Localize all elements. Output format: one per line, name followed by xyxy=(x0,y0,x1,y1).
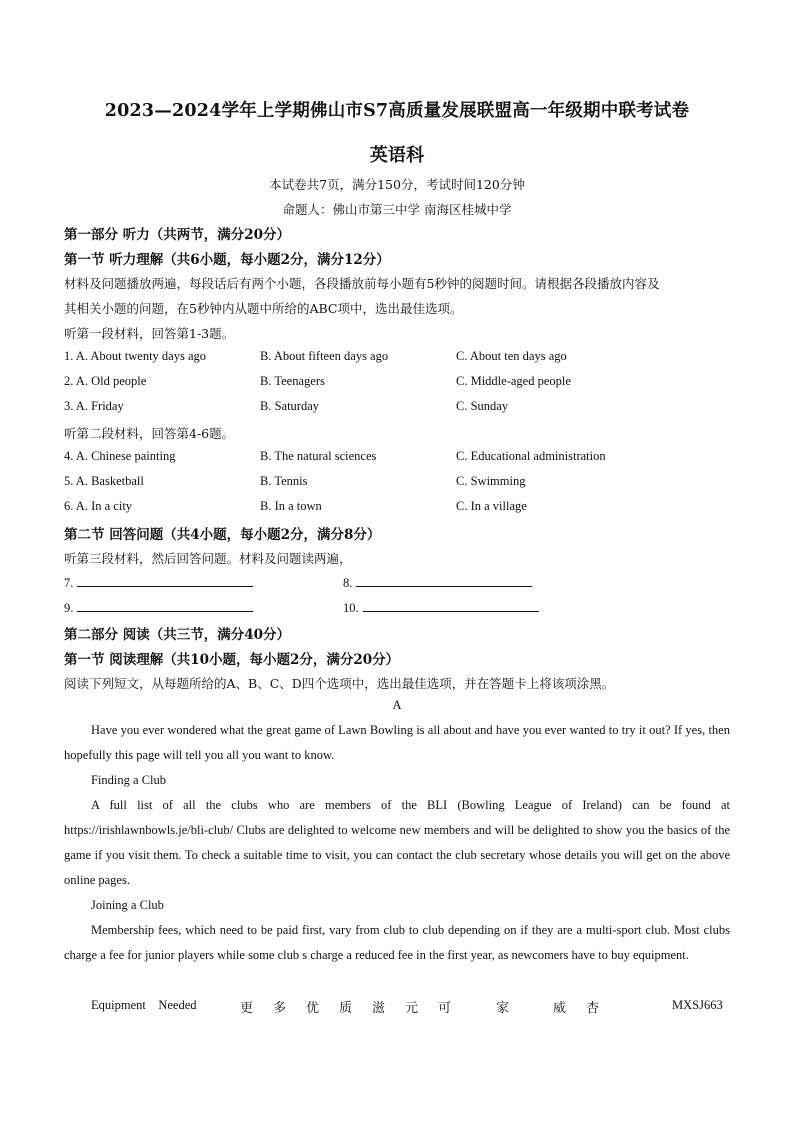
passage2-note: 听第二段材料，回答第4-6题。 xyxy=(64,426,235,441)
exam-title: 2023—2024学年上学期佛山市S7高质量发展联盟高一年级期中联考试卷 xyxy=(104,101,690,121)
answer-blank-10[interactable] xyxy=(343,599,539,616)
heading-finding-club: Finding a Club xyxy=(91,773,167,787)
subject-title: 英语科 xyxy=(369,145,425,166)
answer-blank-9[interactable] xyxy=(64,599,253,616)
q2-option-c: C. Middle-aged people xyxy=(456,374,571,388)
q4-option-a: 4. A. Chinese painting xyxy=(64,449,176,463)
watermark-char: 杏 xyxy=(586,1001,600,1016)
q3-option-a: 3. A. Friday xyxy=(64,399,124,413)
answer-blank-7[interactable] xyxy=(64,574,253,591)
watermark-char: 家 xyxy=(496,1001,510,1016)
q4-option-c: C. Educational administration xyxy=(456,449,606,463)
watermark-char: 威 xyxy=(553,1001,567,1016)
q1-option-b: B. About fifteen days ago xyxy=(260,349,389,363)
listening-section1-heading: 第一节 听力理解（共6小题，每小题2分，满分12分） xyxy=(64,252,390,268)
passage-label: A xyxy=(392,698,402,712)
answer-line xyxy=(77,599,253,612)
watermark-char: 质 xyxy=(339,1001,353,1016)
finding-club-text: A full list of all the clubs who are members of the BLI (Bowling League of Ireland) can be found at https://irishlawnbowls.je/bli-club/ Clubs are delighted to welcome new members and will be delighted to show you the basics of the game if you visit them. To check a suitable time to visit, you can contact the club secretary whose details you will get on the above online pages. xyxy=(64,798,730,887)
reading-instructions: 阅读下列短文，从每题所给的A、B、C、D四个选项中，选出最佳选项，并在答题卡上将该项涂黑。 xyxy=(64,676,615,691)
watermark-char: 可 xyxy=(438,1001,452,1016)
part2-heading: 第二部分 阅读（共三节，满分40分） xyxy=(64,627,290,643)
watermark-code: MXSJ663 xyxy=(672,998,723,1012)
listening-instructions-line1: 材料及问题播放两遍，每段话后有两个小题，各段播放前每小题有5秒钟的阅题时间。请根据各段播放内容及 xyxy=(64,276,660,291)
watermark-char: 更 xyxy=(240,1001,254,1016)
q3-option-c: C. Sunday xyxy=(456,399,509,413)
exam-info: 本试卷共7页，满分150分，考试时间120分钟 xyxy=(269,177,525,192)
q2-option-a: 2. A. Old people xyxy=(64,374,147,388)
answer-line xyxy=(77,574,253,587)
watermark-char: 元 xyxy=(405,1001,419,1016)
passage1-note: 听第一段材料，回答第1-3题。 xyxy=(64,326,235,341)
exam-authors: 命题人：佛山市第三中学 南海区桂城中学 xyxy=(282,202,512,217)
answer-blank-8[interactable] xyxy=(343,574,532,591)
passage3-note: 听第三段材料，然后回答问题。材料及问题读两遍， xyxy=(64,551,352,566)
q5-option-b: B. Tennis xyxy=(260,474,308,488)
q1-option-c: C. About ten days ago xyxy=(456,349,567,363)
answer-line xyxy=(363,599,539,612)
q6-option-b: B. In a town xyxy=(260,499,322,513)
q6-option-c: C. In a village xyxy=(456,499,527,513)
q5-option-a: 5. A. Basketball xyxy=(64,474,144,488)
part1-heading: 第一部分 听力（共两节，满分20分） xyxy=(64,227,290,243)
q2-option-b: B. Teenagers xyxy=(260,374,325,388)
q5-option-c: C. Swimming xyxy=(456,474,526,488)
blank-number: 7. xyxy=(64,576,74,590)
heading-joining-club: Joining a Club xyxy=(91,898,164,912)
passage-intro: Have you ever wondered what the great game of Lawn Bowling is all about and have you ever wanted to try it out? If yes, then hopefully this page will tell you all you want to know. xyxy=(64,723,730,762)
blank-number: 10. xyxy=(343,601,359,615)
q1-option-a: 1. A. About twenty days ago xyxy=(64,349,207,363)
answer-line xyxy=(356,574,532,587)
joining-club-text: Membership fees, which need to be paid first, vary from club to club depending on if they are a multi-sport club. Most clubs charge a fee for junior players while some club s charge a reduced fee in the first year, as newcomers have to buy equipment. xyxy=(64,923,730,962)
listening-instructions-line2: 其相关小题的问题，在5秒钟内从题中所给的ABC项中，选出最佳选项。 xyxy=(64,301,463,316)
watermark-char: 滋 xyxy=(372,1001,386,1016)
reading-section1-heading: 第一节 阅读理解（共10小题，每小题2分，满分20分） xyxy=(64,652,400,668)
equipment-heading: Equipment Needed xyxy=(91,998,197,1012)
blank-number: 8. xyxy=(343,576,353,590)
q3-option-b: B. Saturday xyxy=(260,399,320,413)
watermark-char: 优 xyxy=(306,1001,320,1016)
q6-option-a: 6. A. In a city xyxy=(64,499,133,513)
q4-option-b: B. The natural sciences xyxy=(260,449,377,463)
blank-number: 9. xyxy=(64,601,74,615)
watermark-char: 多 xyxy=(273,1001,287,1016)
listening-section2-heading: 第二节 回答问题（共4小题，每小题2分，满分8分） xyxy=(64,527,381,543)
